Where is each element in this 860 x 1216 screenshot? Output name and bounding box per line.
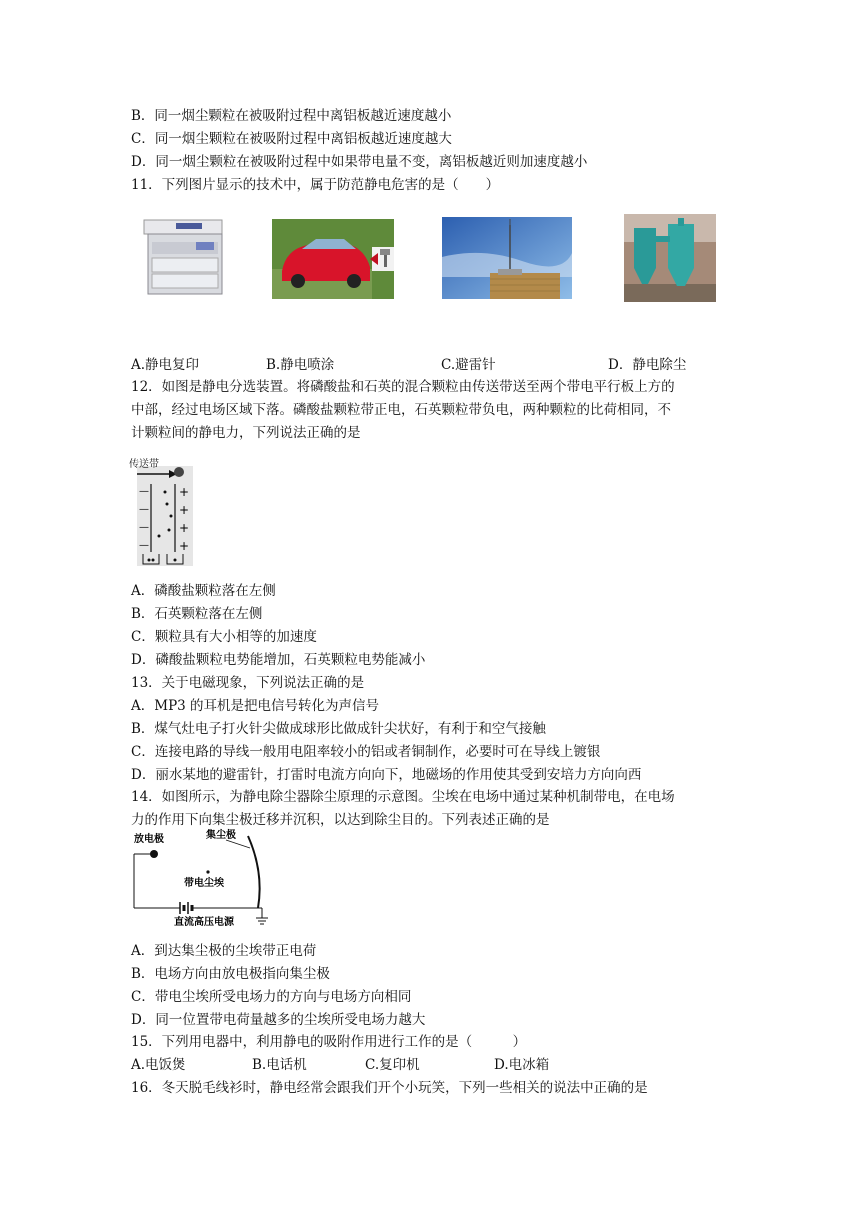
q16-stem: 16．冬天脱毛线衫时，静电经常会跟我们开个小玩笑，下列一些相关的说法中正确的是: [131, 1080, 648, 1096]
plus-sign: +: [179, 521, 190, 535]
q12-stem-line3: 计颗粒间的静电力，下列说法正确的是: [131, 425, 361, 441]
q12-option-a: A．磷酸盐颗粒落在左侧: [131, 583, 276, 599]
q15-option-a: A.电饭煲: [131, 1057, 186, 1073]
q14-stem-line1: 14．如图所示，为静电除尘器除尘原理的示意图。尘埃在电场中通过某种机制带电，在电场: [131, 789, 675, 805]
lightning-rod-photo: [442, 217, 572, 299]
q12-stem-line2: 中部，经过电场区域下落。磷酸盐颗粒带正电，石英颗粒带负电，两种颗粒的比荷相同，不: [131, 402, 671, 418]
q11-option-d: D．静电除尘: [608, 357, 687, 373]
q14-stem-line2: 力的作用下向集尘极迁移并沉积，以达到除尘目的。下列表述正确的是: [131, 812, 550, 828]
minus-sign: —: [139, 504, 149, 515]
q15-stem: 15．下列用电器中，利用静电的吸附作用进行工作的是（ ）: [131, 1034, 527, 1050]
plus-sign: +: [179, 539, 190, 553]
q10-option-d: D．同一烟尘颗粒在被吸附过程中如果带电量不变，离铝板越近则加速度越小: [131, 154, 588, 170]
q13-option-b: B．煤气灶电子打火针尖做成球形比做成针尖状好，有利于和空气接触: [131, 721, 546, 737]
minus-sign: —: [139, 486, 149, 497]
separator-figure: [129, 456, 195, 568]
q14-option-c: C．带电尘埃所受电场力的方向与电场方向相同: [131, 989, 412, 1005]
plus-sign: +: [179, 503, 190, 517]
charged-dust-label: 带电尘埃: [184, 878, 224, 889]
q13-option-c: C．连接电路的导线一般用电阻率较小的铝或者铜制作，必要时可在导线上镀银: [131, 744, 601, 760]
minus-sign: —: [139, 540, 149, 551]
q14-option-b: B．电场方向由放电极指向集尘极: [131, 966, 330, 982]
q13-option-d: D．丽水某地的避雷针，打雷时电流方向向下，地磁场的作用使其受到安培力方向向西: [131, 767, 642, 783]
dc-power-label: 直流高压电源: [174, 917, 234, 928]
plus-sign: +: [179, 485, 190, 499]
copier-photo: [136, 212, 234, 306]
q13-stem: 13．关于电磁现象，下列说法正确的是: [131, 675, 365, 691]
q12-option-c: C．颗粒具有大小相等的加速度: [131, 629, 317, 645]
q12-stem-line1: 12．如图是静电分选装置。将磷酸盐和石英的混合颗粒由传送带送至两个带电平行板上方的: [131, 379, 675, 395]
precipitator-photo: [624, 214, 716, 302]
conveyor-label: 传送带: [129, 459, 159, 470]
q12-option-b: B．石英颗粒落在左侧: [131, 606, 263, 622]
collector-electrode-label: 集尘极: [206, 830, 236, 841]
q15-option-c: C.复印机: [365, 1057, 420, 1073]
q15-option-d: D.电冰箱: [494, 1057, 550, 1073]
precipitator-diagram: [130, 828, 280, 930]
discharge-electrode-label: 放电极: [134, 834, 164, 845]
minus-sign: —: [139, 522, 149, 533]
q14-option-a: A．到达集尘极的尘埃带正电荷: [131, 943, 317, 959]
q11-stem: 11．下列图片显示的技术中，属于防范静电危害的是（ ）: [131, 177, 500, 193]
q12-option-d: D．磷酸盐颗粒电势能增加，石英颗粒电势能减小: [131, 652, 426, 668]
q10-option-b: B．同一烟尘颗粒在被吸附过程中离铝板越近速度越小: [131, 108, 452, 124]
q14-option-d: D．同一位置带电荷量越多的尘埃所受电场力越大: [131, 1012, 426, 1028]
q11-option-a: A.静电复印: [131, 357, 200, 373]
car-spray-photo: [272, 219, 394, 299]
q11-option-b: B.静电喷涂: [266, 357, 335, 373]
q15-option-b: B.电话机: [252, 1057, 307, 1073]
q11-option-c: C.避雷针: [441, 357, 496, 373]
q13-option-a: A．MP3 的耳机是把电信号转化为声信号: [131, 698, 380, 714]
q10-option-c: C．同一烟尘颗粒在被吸附过程中离铝板越近速度越大: [131, 131, 452, 147]
